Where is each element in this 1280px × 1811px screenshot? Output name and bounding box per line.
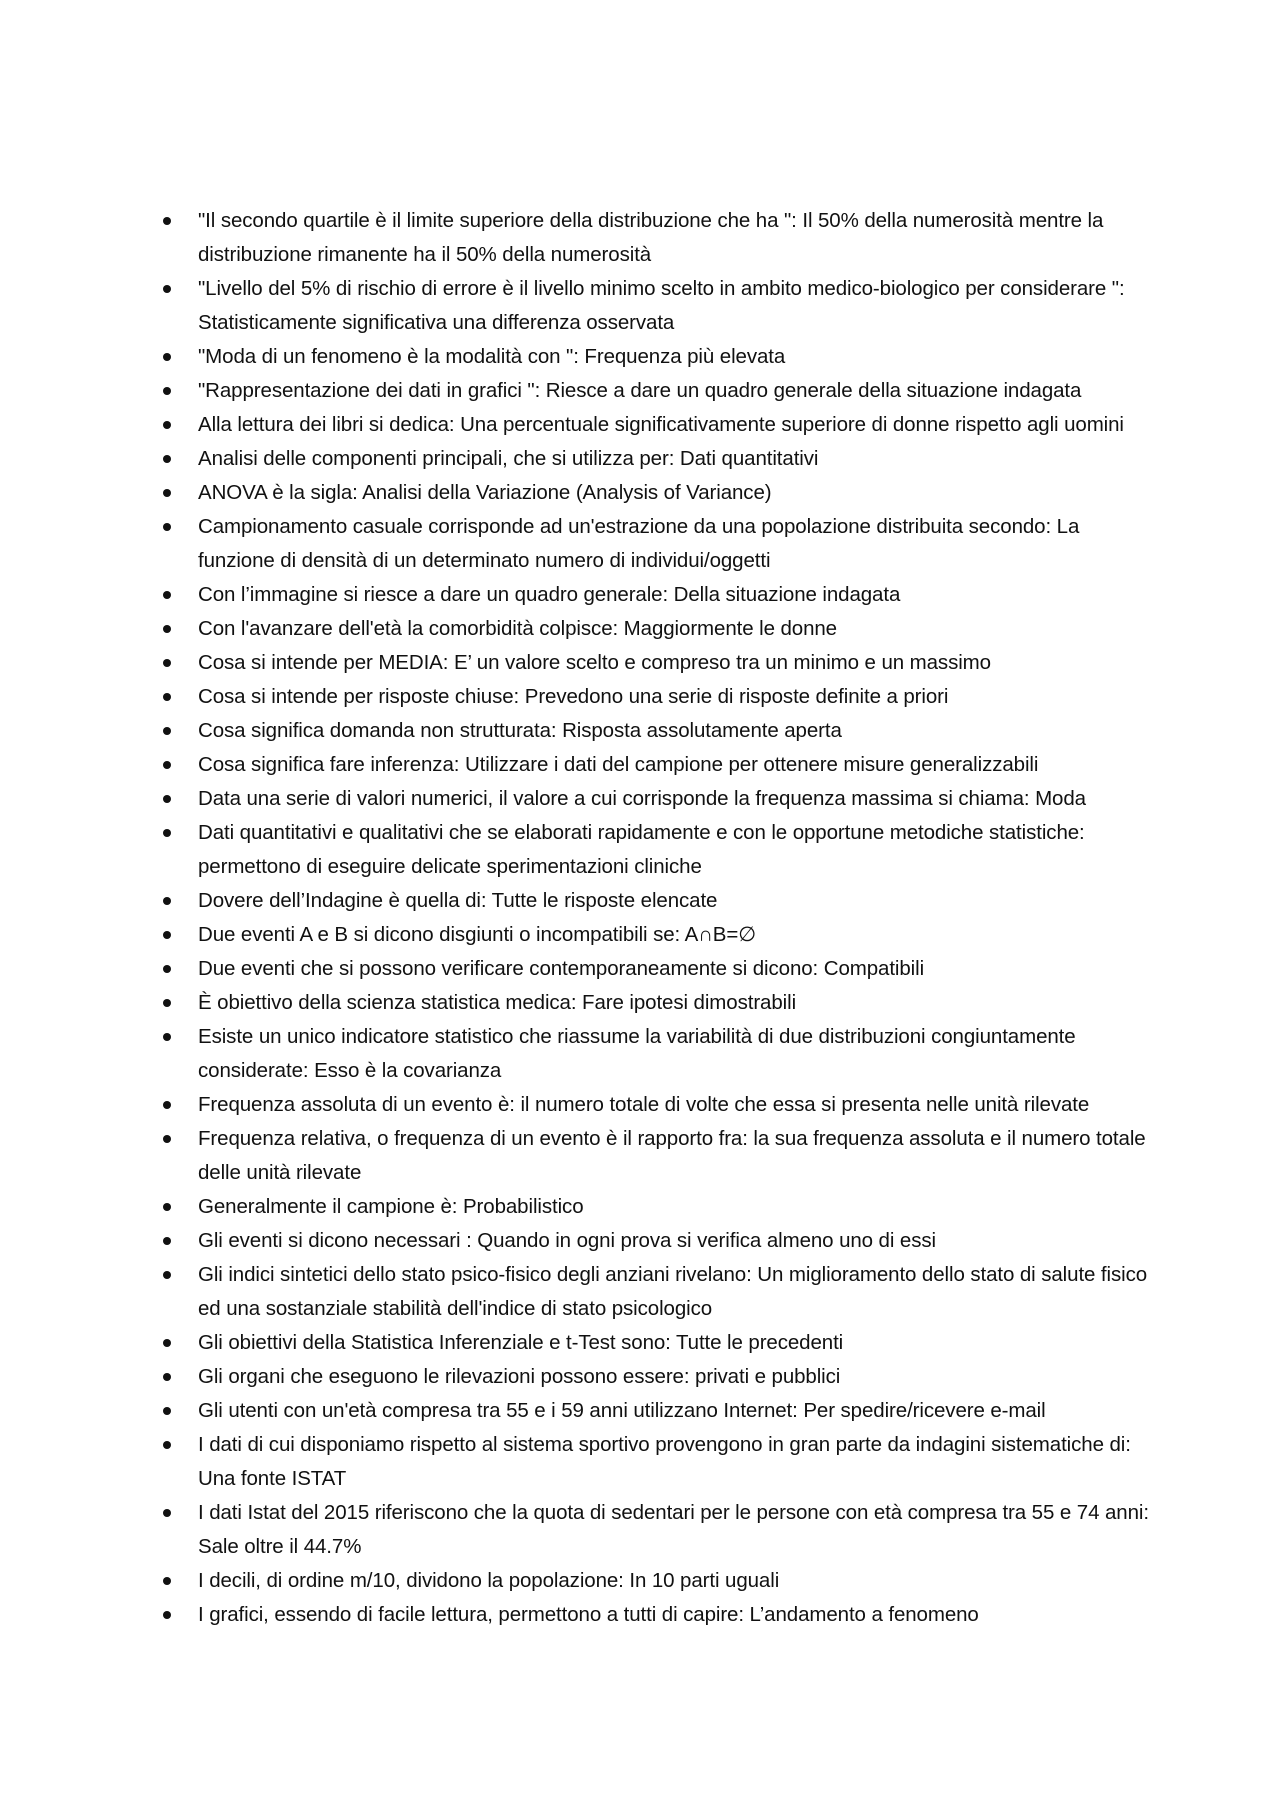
list-item-text: Cosa si intende per risposte chiuse: Prevedono una serie di risposte definite a priori	[198, 685, 949, 708]
bullet-icon	[163, 285, 171, 293]
list-item	[160, 612, 1160, 646]
bullet-icon	[163, 1611, 171, 1619]
list-item-text: I dati di cui disponiamo rispetto al sistema sportivo provengono in gran parte da indagini sistematiche di: Una fonte ISTAT	[198, 1433, 1131, 1490]
list-item	[160, 1564, 1160, 1598]
list-item	[160, 816, 1160, 884]
bullet-icon	[163, 1237, 171, 1245]
bullet-icon	[163, 489, 171, 497]
list-item-text: Esiste un unico indicatore statistico che riassume la variabilità di due distribuzioni congiuntamente considerate: Esso è la covarianza	[198, 1025, 1076, 1082]
list-item-text: Con l’immagine si riesce a dare un quadro generale: Della situazione indagata	[198, 583, 901, 606]
list-item	[160, 204, 1160, 272]
bullet-icon	[163, 1577, 171, 1585]
bullet-icon	[163, 523, 171, 531]
bullet-icon	[163, 1339, 171, 1347]
list-item	[160, 1088, 1160, 1122]
list-item-text: I decili, di ordine m/10, dividono la popolazione: In 10 parti uguali	[198, 1569, 780, 1592]
bullet-icon	[163, 727, 171, 735]
list-item	[160, 1122, 1160, 1190]
list-item	[160, 1190, 1160, 1224]
list-item	[160, 1428, 1160, 1496]
list-item	[160, 1258, 1160, 1326]
bullet-icon	[163, 1101, 171, 1109]
bullet-icon	[163, 795, 171, 803]
list-item-text: Due eventi A e B si dicono disgiunti o incompatibili se: A∩B=∅	[198, 923, 757, 946]
list-item-text: Gli eventi si dicono necessari : Quando in ogni prova si verifica almeno uno di essi	[198, 1229, 936, 1252]
list-item-text: Data una serie di valori numerici, il valore a cui corrisponde la frequenza massima si chiama: Moda	[198, 787, 1086, 810]
bullet-icon	[163, 931, 171, 939]
list-item	[160, 1496, 1160, 1564]
list-item-text: "Livello del 5% di rischio di errore è il livello minimo scelto in ambito medico-biologico per considerare ": Statisticamente significativa una differenza osservata	[198, 277, 1125, 334]
bullet-icon	[163, 1407, 171, 1415]
list-item	[160, 646, 1160, 680]
bullet-icon	[163, 217, 171, 225]
list-item-text: "Rappresentazione dei dati in grafici ": Riesce a dare un quadro generale della situazione indagata	[198, 379, 1082, 402]
list-item	[160, 680, 1160, 714]
list-item-text: Analisi delle componenti principali, che si utilizza per: Dati quantitativi	[198, 447, 819, 470]
list-item	[160, 442, 1160, 476]
list-item-text: "Moda di un fenomeno è la modalità con ": Frequenza più elevata	[198, 345, 786, 368]
list-item-text: Campionamento casuale corrisponde ad un'estrazione da una popolazione distribuita secondo: La funzione di densità di un determinato numero di individui/oggetti	[198, 515, 1080, 572]
list-item-text: Gli indici sintetici dello stato psico-fisico degli anziani rivelano: Un miglioramento dello stato di salute fisico ed una sostanziale stabilità dell'indice di stato psicologico	[198, 1263, 1148, 1320]
bullet-icon	[163, 1033, 171, 1041]
list-item	[160, 884, 1160, 918]
list-item	[160, 1598, 1160, 1632]
bullet-icon	[163, 1441, 171, 1449]
list-item-text: Cosa si intende per MEDIA: E’ un valore scelto e compreso tra un minimo e un massimo	[198, 651, 991, 674]
list-item-text: Generalmente il campione è: Probabilistico	[198, 1195, 584, 1218]
list-item-text: Dovere dell’Indagine è quella di: Tutte le risposte elencate	[198, 889, 718, 912]
bullet-icon	[163, 421, 171, 429]
list-item	[160, 510, 1160, 578]
list-item-text: Cosa significa domanda non strutturata: Risposta assolutamente aperta	[198, 719, 842, 742]
list-item-text: Gli obiettivi della Statistica Inferenziale e t-Test sono: Tutte le precedenti	[198, 1331, 844, 1354]
list-item-text: "Il secondo quartile è il limite superiore della distribuzione che ha ": Il 50% della numerosità mentre la distribuzione rimanente ha il 50% della numerosità	[198, 209, 1104, 266]
list-item	[160, 1224, 1160, 1258]
list-item	[160, 952, 1160, 986]
list-item	[160, 340, 1160, 374]
bullet-icon	[163, 829, 171, 837]
list-item	[160, 1326, 1160, 1360]
list-item-text: Cosa significa fare inferenza: Utilizzare i dati del campione per ottenere misure generalizzabili	[198, 753, 1039, 776]
list-item	[160, 408, 1160, 442]
list-item	[160, 986, 1160, 1020]
list-item-text: Due eventi che si possono verificare contemporaneamente si dicono: Compatibili	[198, 957, 925, 980]
list-item-text: Con l'avanzare dell'età la comorbidità colpisce: Maggiormente le donne	[198, 617, 837, 640]
list-item-text: Frequenza assoluta di un evento è: il numero totale di volte che essa si presenta nelle unità rilevate	[198, 1093, 1090, 1116]
bullet-icon	[163, 455, 171, 463]
list-item	[160, 272, 1160, 340]
list-item-text: Frequenza relativa, o frequenza di un evento è il rapporto fra: la sua frequenza assoluta e il numero totale delle unità rilevate	[198, 1127, 1146, 1184]
list-item-text: I grafici, essendo di facile lettura, permettono a tutti di capire: L’andamento a fenomeno	[198, 1603, 979, 1626]
list-item	[160, 1394, 1160, 1428]
list-item-text: Gli utenti con un'età compresa tra 55 e i 59 anni utilizzano Internet: Per spedire/ricevere e-mail	[198, 1399, 1046, 1422]
bullet-icon	[163, 1509, 171, 1517]
list-item-text: I dati Istat del 2015 riferiscono che la quota di sedentari per le persone con età compresa tra 55 e 74 anni: Sale oltre il 44.7%	[198, 1501, 1149, 1558]
bullet-icon	[163, 761, 171, 769]
list-item	[160, 1020, 1160, 1088]
bullet-icon	[163, 387, 171, 395]
bullet-icon	[163, 353, 171, 361]
list-item	[160, 748, 1160, 782]
bullet-icon	[163, 1203, 171, 1211]
list-item	[160, 918, 1160, 952]
bullet-icon	[163, 965, 171, 973]
bullet-icon	[163, 1373, 171, 1381]
bullet-icon	[163, 625, 171, 633]
bullet-icon	[163, 693, 171, 701]
list-item	[160, 578, 1160, 612]
list-item-text: Alla lettura dei libri si dedica: Una percentuale significativamente superiore di donne rispetto agli uomini	[198, 413, 1124, 436]
bullet-icon	[163, 999, 171, 1007]
list-item	[160, 374, 1160, 408]
list-item	[160, 476, 1160, 510]
list-item	[160, 1360, 1160, 1394]
list-item-text: È obiettivo della scienza statistica medica: Fare ipotesi dimostrabili	[198, 991, 797, 1014]
bullet-icon	[163, 591, 171, 599]
bullet-icon	[163, 659, 171, 667]
bullet-icon	[163, 1135, 171, 1143]
bullet-list	[160, 204, 1160, 1632]
list-item-text: ANOVA è la sigla: Analisi della Variazione (Analysis of Variance)	[198, 481, 772, 504]
bullet-icon	[163, 1271, 171, 1279]
bullet-icon	[163, 897, 171, 905]
list-item-text: Gli organi che eseguono le rilevazioni possono essere: privati e pubblici	[198, 1365, 841, 1388]
list-item	[160, 714, 1160, 748]
list-item	[160, 782, 1160, 816]
list-item-text: Dati quantitativi e qualitativi che se elaborati rapidamente e con le opportune metodiche statistiche: permettono di eseguire delicate sperimentazioni cliniche	[198, 821, 1085, 878]
